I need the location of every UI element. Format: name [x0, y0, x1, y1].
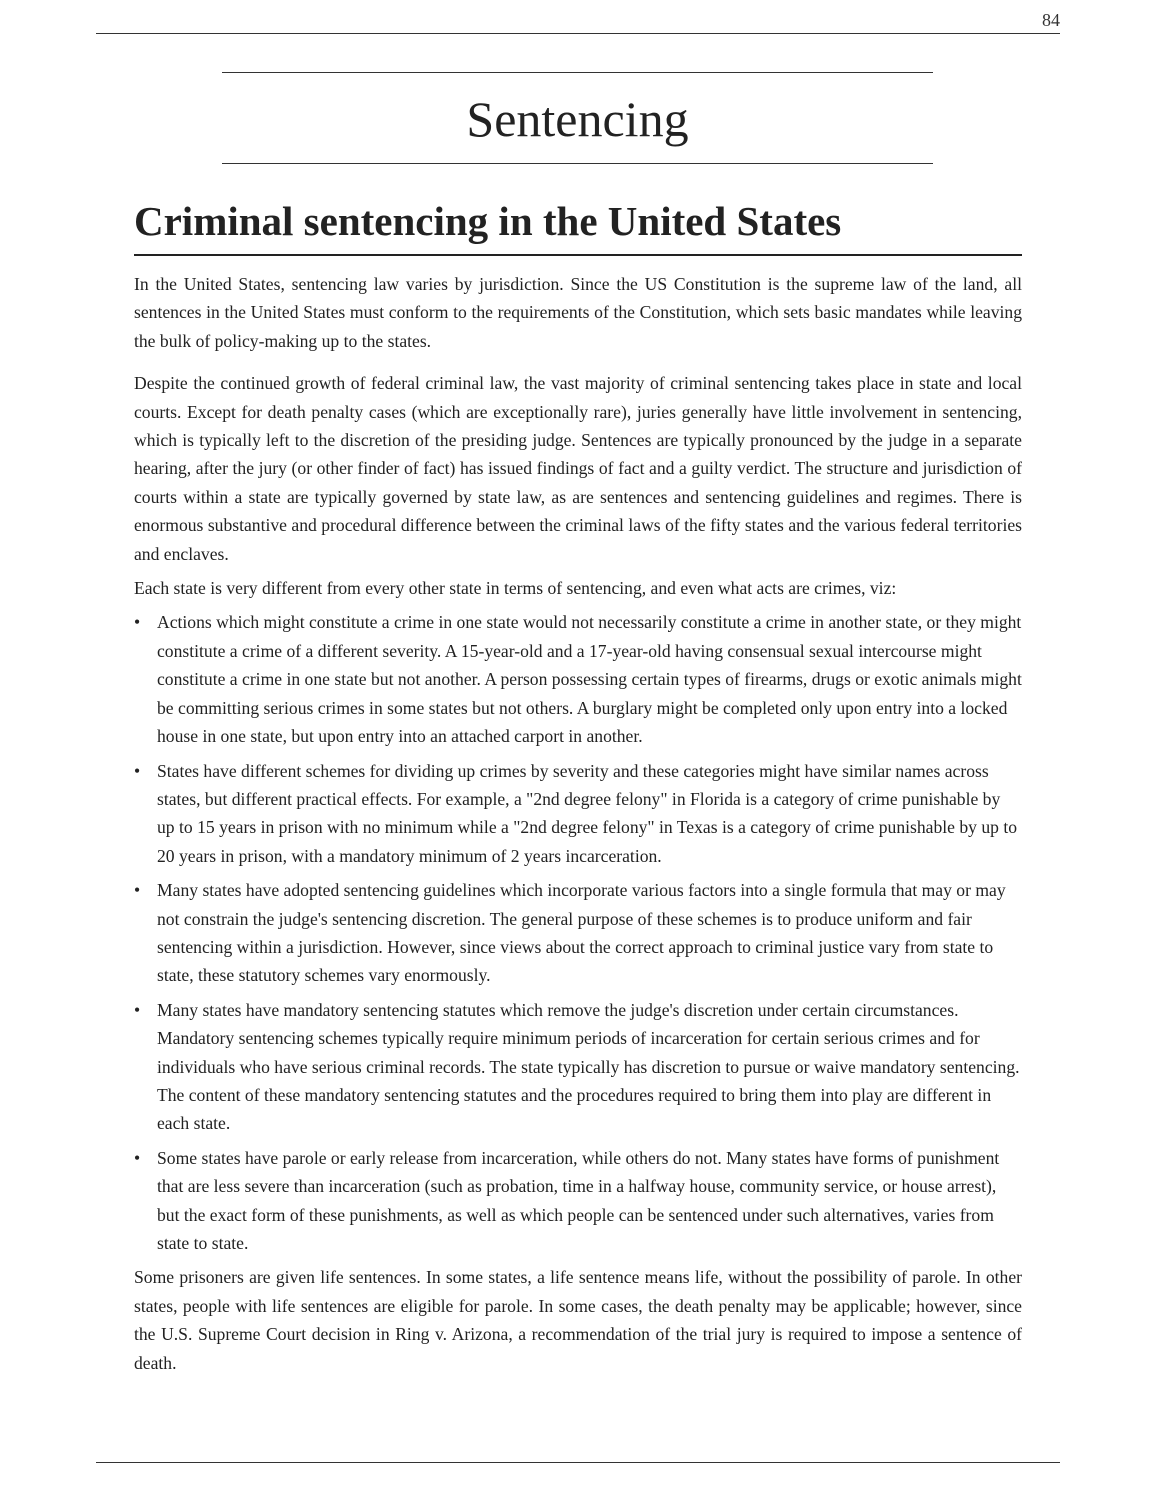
bullet-icon: •: [134, 880, 141, 901]
list-item-text: Some states have parole or early release from incarceration, while others do not. Many states have forms of punishment that are less severe than incarceration (such as probation, time in a halfway house, community service, or house arrest), but the exact form of these punishments, as well as which people can be sentenced under such alternatives, varies from state to state.: [157, 1147, 1000, 1253]
bullet-icon: •: [134, 999, 141, 1020]
list-item-text: Actions which might constitute a crime in one state would not necessarily constitute a crime in another state, or they might constitute a crime of a different severity. A 15-year-old and a 17-year-old having consensual sexual intercourse might constitute a crime in one state but not another. A person possessing certain types of firearms, drugs or exotic animals might be committing serious crimes in some states but not others. A burglary might be completed only upon entry into a locked house in one state, but upon entry into an attached carport in another.: [157, 612, 1022, 747]
list-item: [134, 757, 1022, 871]
list-item: [134, 1144, 1022, 1258]
bullet-icon: •: [134, 612, 141, 633]
chapter-rule-top: [222, 72, 933, 73]
list-item-text: States have different schemes for dividing up crimes by severity and these categories might have similar names across states, but different practical effects. For example, a "2nd degree felony" in Florida is a category of crime punishable by up to 15 years in prison with no minimum while a "2nd degree felony" in Texas is a category of crime punishable by up to 20 years in prison, with a mandatory minimum of 2 years incarceration.: [157, 760, 1018, 866]
footer-rule: [96, 1462, 1060, 1463]
header-rule: [96, 33, 1060, 34]
chapter-title: Sentencing: [466, 91, 689, 147]
list-item-text: Many states have mandatory sentencing statutes which remove the judge's discretion under certain circumstances. Mandatory sentencing schemes typically require minimum periods of incarceration for certain serious crimes and for individuals who have serious criminal records. The state typically has discretion to pursue or waive mandatory sentencing. The content of these mandatory sentencing statutes and the procedures required to bring them into play are different in each state.: [157, 999, 1020, 1134]
paragraph-state-courts: Despite the continued growth of federal criminal law, the vast majority of criminal sentencing takes place in state and local courts. Except for death penalty cases (which are exceptionally rare), juries generally have little involvement in sentencing, which is typically left to the discretion of the presiding judge. Sentences are typically pronounced by the judge in a separate hearing, after the jury (or other finder of fact) has issued findings of fact and a guilty verdict. The structure and jurisdiction of courts within a state are typically governed by state law, as are sentences and sentencing guidelines and regimes. There is enormous substantive and procedural difference between the criminal laws of the fifty states and the various federal territories and enclaves.: [134, 373, 1022, 564]
bullet-icon: •: [134, 760, 141, 781]
list-item: [134, 876, 1022, 990]
bullet-icon: •: [134, 1147, 141, 1168]
chapter-rule-bottom: [222, 163, 933, 164]
differences-list: [134, 608, 1022, 1257]
list-item: [134, 608, 1022, 750]
page-number: 84: [1042, 10, 1060, 30]
paragraph-life-sentences: Some prisoners are given life sentences. In some states, a life sentence means life, without the possibility of parole. In other states, people with life sentences are eligible for parole. In some cases, the death penalty may be applicable; however, since the U.S. Supreme Court decision in Ring v. Arizona, a recommendation of the trial jury is required to impose a sentence of death.: [134, 1267, 1022, 1373]
list-item-text: Many states have adopted sentencing guidelines which incorporate various factors into a single formula that may or may not constrain the judge's sentencing discretion. The general purpose of these schemes is to produce uniform and fair sentencing within a jurisdiction. However, since views about the correct approach to criminal justice vary from state to state, these statutory schemes vary enormously.: [157, 880, 1006, 986]
list-item: [134, 996, 1022, 1138]
section-title: Criminal sentencing in the United States: [134, 196, 1022, 256]
paragraph-intro: In the United States, sentencing law varies by jurisdiction. Since the US Constitution is the supreme law of the land, all sentences in the United States must conform to the requirements of the Constitution, which sets basic mandates while leaving the bulk of policy-making up to the states.: [134, 274, 1022, 351]
article-content: [134, 196, 1022, 1377]
paragraph-state-differences: Each state is very different from every other state in terms of sentencing, and even what acts are crimes, viz:: [134, 578, 897, 599]
